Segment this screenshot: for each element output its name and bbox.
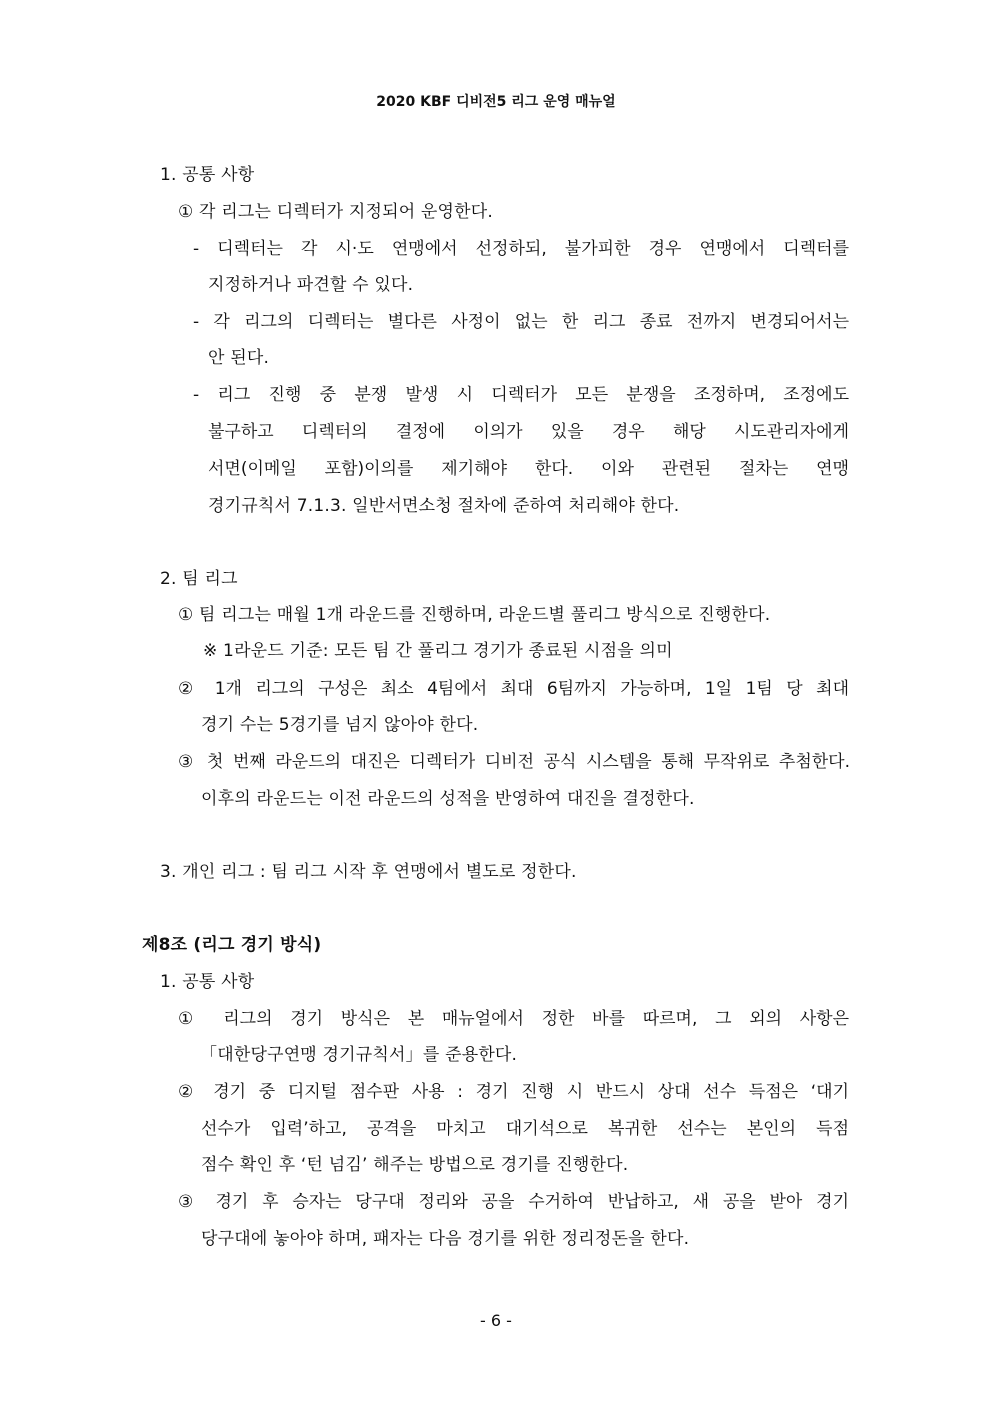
section-1-bullet-3-line-1: - 리그 진행 중 분쟁 발생 시 디렉터가 모든 분쟁을 조정하며, 조정에도 (193, 385, 849, 405)
article-8-title: 제8조 (리그 경기 방식) (142, 935, 322, 955)
section-1-bullet-3-line-2: 불구하고 디렉터의 결정에 이의가 있을 경우 해당 시도관리자에게 (208, 422, 849, 442)
article-8-item-3-line-2: 당구대에 놓아야 하며, 패자는 다음 경기를 위한 정리정돈을 한다. (201, 1229, 690, 1249)
page-number: - 6 - (480, 1311, 512, 1330)
section-1-bullet-1-line-2: 지정하거나 파견할 수 있다. (208, 275, 414, 295)
section-1-bullet-2-line-2: 안 된다. (208, 348, 270, 368)
article-8-item-1-line-2: 「대한당구연맹 경기규칙서」를 준용한다. (200, 1045, 518, 1065)
section-2-heading: 2. 팀 리그 (160, 569, 238, 589)
article-8-item-2-line-2: 선수가 입력’하고, 공격을 마치고 대기석으로 복귀한 선수는 본인의 득점 (201, 1119, 849, 1139)
section-1-bullet-3-line-3: 서면(이메일 포함)이의를 제기해야 한다. 이와 관련된 절차는 연맹 (208, 459, 849, 479)
section-2-item-3-line-2: 이후의 라운드는 이전 라운드의 성적을 반영하여 대진을 결정한다. (201, 789, 695, 809)
article-8-item-1-line-1: ① 리그의 경기 방식은 본 매뉴얼에서 정한 바를 따르며, 그 외의 사항은 (178, 1009, 849, 1029)
section-1-bullet-2-line-1: - 각 리그의 디렉터는 별다른 사정이 없는 한 리그 종료 전까지 변경되어서는 (193, 312, 849, 332)
section-2-item-2-line-1: ② 1개 리그의 구성은 최소 4팀에서 최대 6팀까지 가능하며, 1일 1팀 당 최대 (178, 679, 849, 699)
section-2-item-1: ① 팀 리그는 매월 1개 라운드를 진행하며, 라운드별 풀리그 방식으로 진행한다. (178, 605, 771, 625)
section-2-item-2-line-2: 경기 수는 5경기를 넘지 않아야 한다. (201, 715, 479, 735)
section-1-heading: 1. 공통 사항 (160, 165, 255, 185)
article-8-item-2-line-1: ② 경기 중 디지털 점수판 사용 : 경기 진행 시 반드시 상대 선수 득점은 ‘대기 (178, 1082, 849, 1102)
section-3-text: 3. 개인 리그 : 팀 리그 시작 후 연맹에서 별도로 정한다. (160, 862, 577, 882)
section-1-bullet-1-line-1: - 디렉터는 각 시·도 연맹에서 선정하되, 불가피한 경우 연맹에서 디렉터를 (193, 239, 849, 259)
article-8-heading: 1. 공통 사항 (160, 972, 255, 992)
section-2-note: ※ 1라운드 기준: 모든 팀 간 풀리그 경기가 종료된 시점을 의미 (203, 641, 673, 661)
document-header-title: 2020 KBF 디비전5 리그 운영 매뉴얼 (376, 94, 616, 110)
article-8-item-3-line-1: ③ 경기 후 승자는 당구대 정리와 공을 수거하여 반납하고, 새 공을 받아 경기 (178, 1192, 849, 1212)
section-2-item-3-line-1: ③ 첫 번째 라운드의 대진은 디렉터가 디비전 공식 시스템을 통해 무작위로 추첨한다. (178, 752, 850, 772)
section-1-bullet-3-line-4: 경기규칙서 7.1.3. 일반서면소청 절차에 준하여 처리해야 한다. (208, 496, 680, 516)
article-8-item-2-line-3: 점수 확인 후 ‘턴 넘김’ 해주는 방법으로 경기를 진행한다. (201, 1155, 629, 1175)
section-1-item-1: ① 각 리그는 디렉터가 지정되어 운영한다. (178, 202, 494, 222)
